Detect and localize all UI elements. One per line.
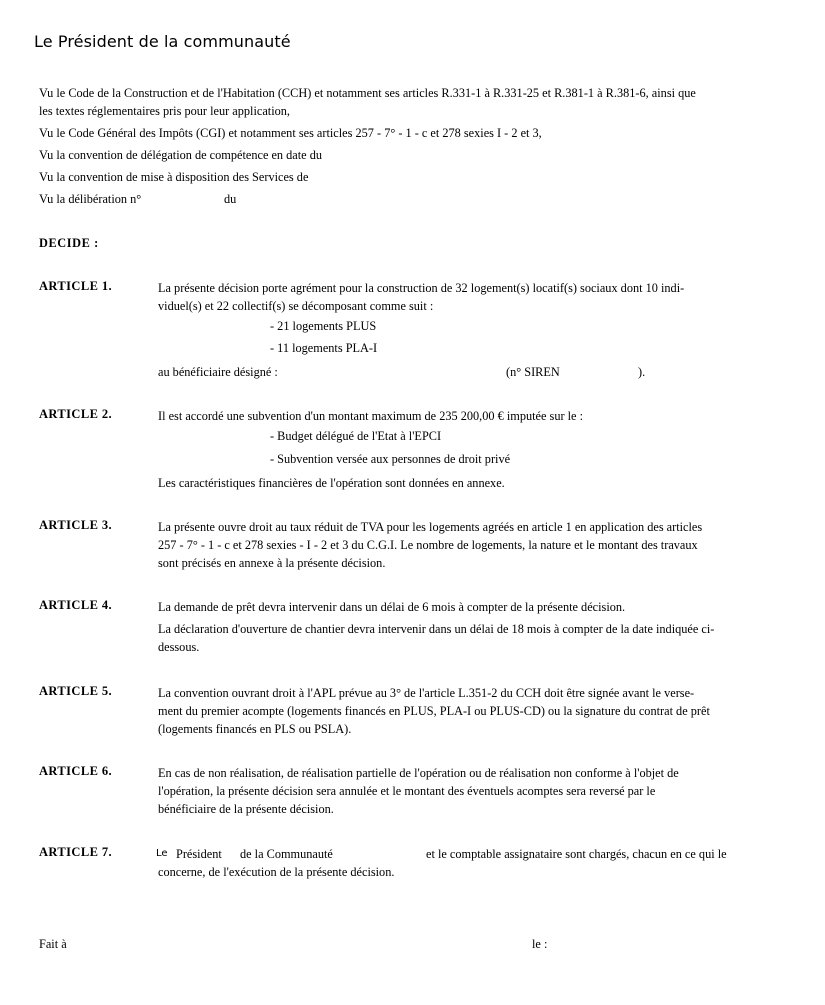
article-1-beneficiary: au bénéficiaire désigné : — [158, 365, 278, 379]
footer-fait-a: Fait à — [39, 937, 67, 951]
preamble-line-2: Vu le Code Général des Impôts (CGI) et notamment ses articles 257 - 7° - 1 - c et 278 sexies I - 2 et 3, — [39, 126, 542, 140]
article-1-line-1: La présente décision porte agrément pour la construction de 32 logement(s) locatif(s) sociaux dont 10 indi- — [158, 281, 685, 295]
article-2-label: ARTICLE 2. — [39, 407, 113, 421]
article-3-line-1: La présente ouvre droit au taux réduit de TVA pour les logements agréés en article 1 en application des articles — [158, 520, 703, 534]
article-7-line-2: concerne, de l'exécution de la présente décision. — [158, 865, 395, 879]
article-3-label: ARTICLE 3. — [39, 518, 113, 532]
article-2-item-2: - Subvention versée aux personnes de droit privé — [270, 452, 511, 466]
article-2-line-1: Il est accordé une subvention d'un montant maximum de 235 200,00 € imputée sur le : — [158, 409, 584, 423]
article-4-line-3: dessous. — [158, 640, 200, 654]
preamble-line-1a: Vu le Code de la Construction et de l'Habitation (CCH) et notamment ses articles R.331-1 à R.331-25 et R.381-1 à R.381-6, ainsi que — [39, 86, 696, 100]
article-7-line-1b: et le comptable assignataire sont chargés, chacun en ce qui le — [426, 847, 727, 861]
decide-label: DECIDE : — [39, 236, 99, 250]
preamble-line-5b: du — [224, 192, 237, 206]
article-1-line-2: viduel(s) et 22 collectif(s) se décomposant comme suit : — [158, 299, 434, 313]
article-3-line-2: 257 - 7° - 1 - c et 278 sexies - I - 2 et 3 du C.G.I. Le nombre de logements, la nature et le montant des travaux — [158, 538, 698, 552]
article-6-line-2: l'opération, la présente décision sera annulée et le montant des éventuels acomptes sera reversé par le — [158, 784, 656, 798]
article-5-line-3: (logements financés en PLS ou PSLA). — [158, 722, 352, 736]
article-6-line-1: En cas de non réalisation, de réalisation partielle de l'opération ou de réalisation non conforme à l'objet de — [158, 766, 679, 780]
article-7-le: Le — [156, 848, 168, 859]
article-1-label: ARTICLE 1. — [39, 279, 113, 293]
article-1-item-2: - 11 logements PLA-I — [270, 341, 378, 355]
page-title: Le Président de la communauté — [34, 32, 291, 51]
article-6-line-3: bénéficiaire de la présente décision. — [158, 802, 334, 816]
article-6-label: ARTICLE 6. — [39, 764, 113, 778]
footer-date-label: le : — [532, 937, 548, 951]
article-1-item-1: - 21 logements PLUS — [270, 319, 377, 333]
article-4-label: ARTICLE 4. — [39, 598, 113, 612]
preamble-line-5a: Vu la délibération n° — [39, 192, 142, 206]
article-7-president: Président — [176, 847, 222, 861]
preamble-line-4: Vu la convention de mise à disposition des Services de — [39, 170, 309, 184]
article-4-line-2: La déclaration d'ouverture de chantier devra intervenir dans un délai de 18 mois à compter de la date indiquée ci- — [158, 622, 715, 636]
article-1-siren-close: ). — [638, 365, 646, 379]
preamble-line-3: Vu la convention de délégation de compétence en date du — [39, 148, 323, 162]
article-5-label: ARTICLE 5. — [39, 684, 113, 698]
article-3-line-3: sont précisés en annexe à la présente décision. — [158, 556, 386, 570]
article-4-line-1: La demande de prêt devra intervenir dans un délai de 6 mois à compter de la présente décision. — [158, 600, 626, 614]
article-2-item-1: - Budget délégué de l'Etat à l'EPCI — [270, 429, 442, 443]
article-7-line-1a: de la Communauté — [240, 847, 333, 861]
article-5-line-1: La convention ouvrant droit à l'APL prévue au 3° de l'article L.351-2 du CCH doit être signée avant le verse- — [158, 686, 695, 700]
article-2-line-2: Les caractéristiques financières de l'opération sont données en annexe. — [158, 476, 505, 490]
preamble-line-1b: les textes réglementaires pris pour leur application, — [39, 104, 290, 118]
article-7-label: ARTICLE 7. — [39, 845, 113, 859]
article-5-line-2: ment du premier acompte (logements financés en PLUS, PLA-I ou PLUS-CD) ou la signature du contrat de prêt — [158, 704, 710, 718]
article-1-siren: (n° SIREN — [506, 365, 560, 379]
